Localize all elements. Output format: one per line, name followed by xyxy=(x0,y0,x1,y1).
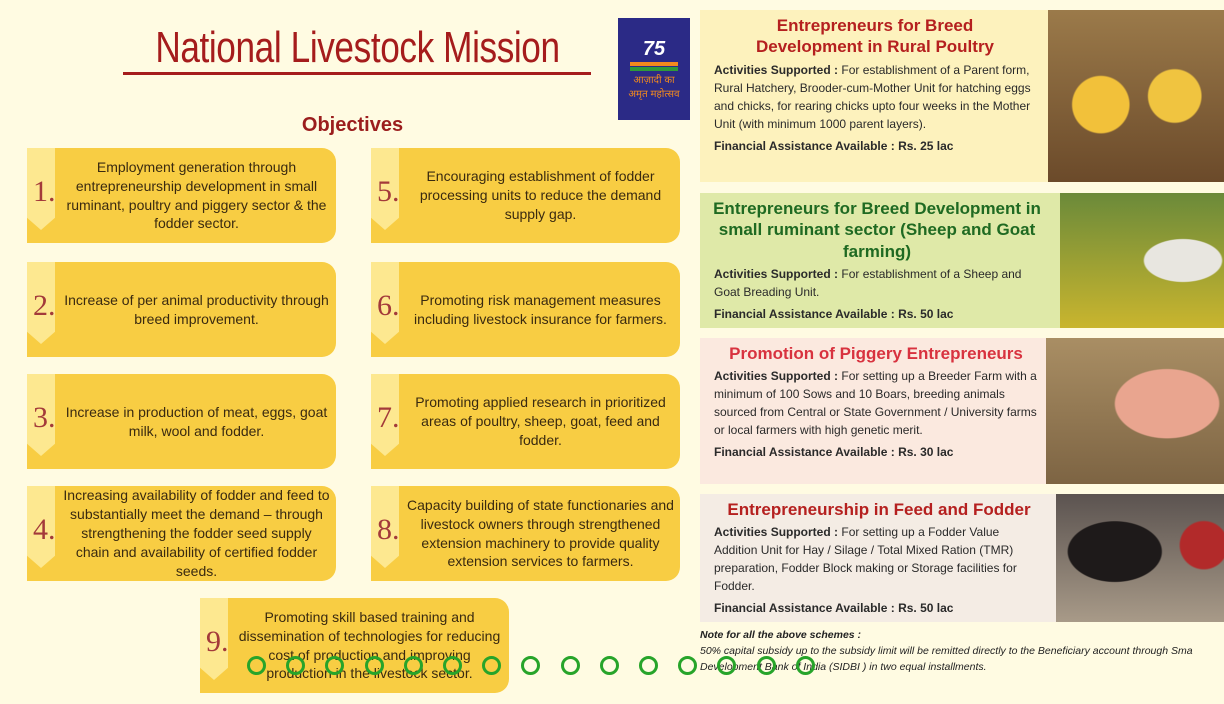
chicks-image xyxy=(1048,10,1224,182)
scheme-title: Entrepreneurs for Breed Development in small ruminant sector (Sheep and Goat farming) xyxy=(713,199,1041,261)
carousel-dot-4[interactable] xyxy=(365,656,384,675)
sheep-image xyxy=(1060,193,1224,328)
note-line1: 50% capital subsidy up to the subsidy limit will be remitted directly to the Beneficiary account through Sma xyxy=(700,644,1193,657)
activities-text: For establishment of a Parent form, Rural Hatchery, Brooder-cum-Mother Unit for hatching eggs and chicks, for rearing chicks upto four weeks in the Mother Unit (with minimum 1000 parent layers). xyxy=(714,62,1031,131)
financial-assistance: Financial Assistance Available : Rs. 30 lac xyxy=(714,445,954,460)
title-underline xyxy=(123,72,591,75)
page-title: National Livestock Mission xyxy=(155,23,560,72)
objective-number: 4. xyxy=(33,513,56,546)
scheme-panel-feed-fodder xyxy=(700,494,1224,622)
objective-card xyxy=(27,486,336,581)
objective-card xyxy=(27,262,336,357)
carousel-dot-12[interactable] xyxy=(678,656,697,675)
pig-image xyxy=(1046,338,1224,484)
objective-card xyxy=(27,148,336,243)
activities-text: For setting up a Fodder Value Addition Unit for Hay / Silage / Total Mixed Ration (TMR) preparation, Fodder Block making or Storage facilities for Fodder. xyxy=(714,525,1017,594)
objective-text: Promoting applied research in prioritized areas of poultry, sheep, goat, feed and fodder. xyxy=(415,394,666,448)
carousel-dot-14[interactable] xyxy=(757,656,776,675)
objective-text: Employment generation through entrepreneurship development in small ruminant, poultry and piggery sector & the fodder sector. xyxy=(66,158,327,232)
objective-text: Increase in production of meat, eggs, goat milk, wool and fodder. xyxy=(65,403,328,439)
objective-card xyxy=(371,262,680,357)
objective-text: Promoting skill based training and dissemination of technologies for reducing cost of production and improving production in the livestock sector. xyxy=(238,608,501,682)
scheme-title: Entrepreneurship in Feed and Fodder xyxy=(727,500,1031,519)
scheme-panel-piggery xyxy=(700,338,1224,484)
objective-card xyxy=(371,486,680,581)
logo-number: 75 xyxy=(642,38,666,60)
objective-text: Increasing availability of fodder and feed to substantially meet the demand – through strengthening the fodder seed supply chain and availability of certified fodder seeds. xyxy=(63,487,330,579)
carousel-dot-9[interactable] xyxy=(561,656,580,675)
objective-number: 1. xyxy=(33,175,56,208)
objective-number: 5. xyxy=(377,175,400,208)
carousel-dot-8[interactable] xyxy=(521,656,540,675)
objective-number: 9. xyxy=(206,625,229,658)
scheme-panel-sheep-goat xyxy=(700,193,1224,328)
scheme-title: Promotion of Piggery Entrepreneurs xyxy=(729,344,1023,363)
carousel-dot-10[interactable] xyxy=(600,656,619,675)
azadi-ka-amrit-mahotsav-logo xyxy=(618,18,690,120)
financial-assistance: Financial Assistance Available : Rs. 50 lac xyxy=(714,601,954,616)
activities-label: Activities Supported : xyxy=(714,525,839,540)
carousel-dot-1[interactable] xyxy=(247,656,266,675)
objective-number: 8. xyxy=(377,513,400,546)
objective-text: Promoting risk management measures including livestock insurance for farmers. xyxy=(414,291,667,327)
scheme-panel-poultry xyxy=(700,10,1224,182)
objective-card xyxy=(27,374,336,469)
objective-number: 3. xyxy=(33,401,56,434)
carousel-dot-15[interactable] xyxy=(796,656,815,675)
cattle-feeding-image xyxy=(1056,494,1224,622)
objectives-heading: Objectives xyxy=(301,114,404,136)
note-line2: Development Bank of India (SIDBI ) in two equal installments. xyxy=(700,660,987,673)
activities-label: Activities Supported : xyxy=(714,62,839,77)
objective-text: Encouraging establishment of fodder processing units to reduce the demand supply gap. xyxy=(419,168,662,222)
activities-text: For establishment of a Sheep and Goat Breading Unit. xyxy=(714,266,1022,299)
carousel-dot-5[interactable] xyxy=(404,656,423,675)
note-heading: Note for all the above schemes : xyxy=(700,629,862,641)
objective-number: 7. xyxy=(377,401,400,434)
logo-line2: अमृत महोत्सव xyxy=(628,89,680,100)
objective-card xyxy=(371,374,680,469)
objective-number: 6. xyxy=(377,289,400,322)
carousel-dot-11[interactable] xyxy=(639,656,658,675)
objective-number: 2. xyxy=(33,289,56,322)
financial-assistance: Financial Assistance Available : Rs. 50 lac xyxy=(714,306,954,321)
activities-label: Activities Supported : xyxy=(714,369,839,384)
activities-label: Activities Supported : xyxy=(714,266,839,281)
schemes-note xyxy=(700,628,1224,675)
objective-text: Increase of per animal productivity through breed improvement. xyxy=(64,291,329,327)
scheme-title: Entrepreneurs for Breed Development in Rural Poultry xyxy=(755,16,995,57)
objective-text: Capacity building of state functionaries and livestock owners through strengthened extension machinery to provide quality extension services to farmers. xyxy=(407,496,674,570)
financial-assistance: Financial Assistance Available : Rs. 25 lac xyxy=(714,138,954,153)
logo-line1: आज़ादी का xyxy=(633,75,675,86)
activities-text: For setting up a Breeder Farm with a minimum of 100 Sows and 10 Boars, breeding animals sourced from Central or State Government / University farms or local farmers with high genetic merit. xyxy=(714,369,1037,438)
carousel-dot-6[interactable] xyxy=(443,656,462,675)
objective-card xyxy=(200,598,509,693)
objective-card xyxy=(371,148,680,243)
